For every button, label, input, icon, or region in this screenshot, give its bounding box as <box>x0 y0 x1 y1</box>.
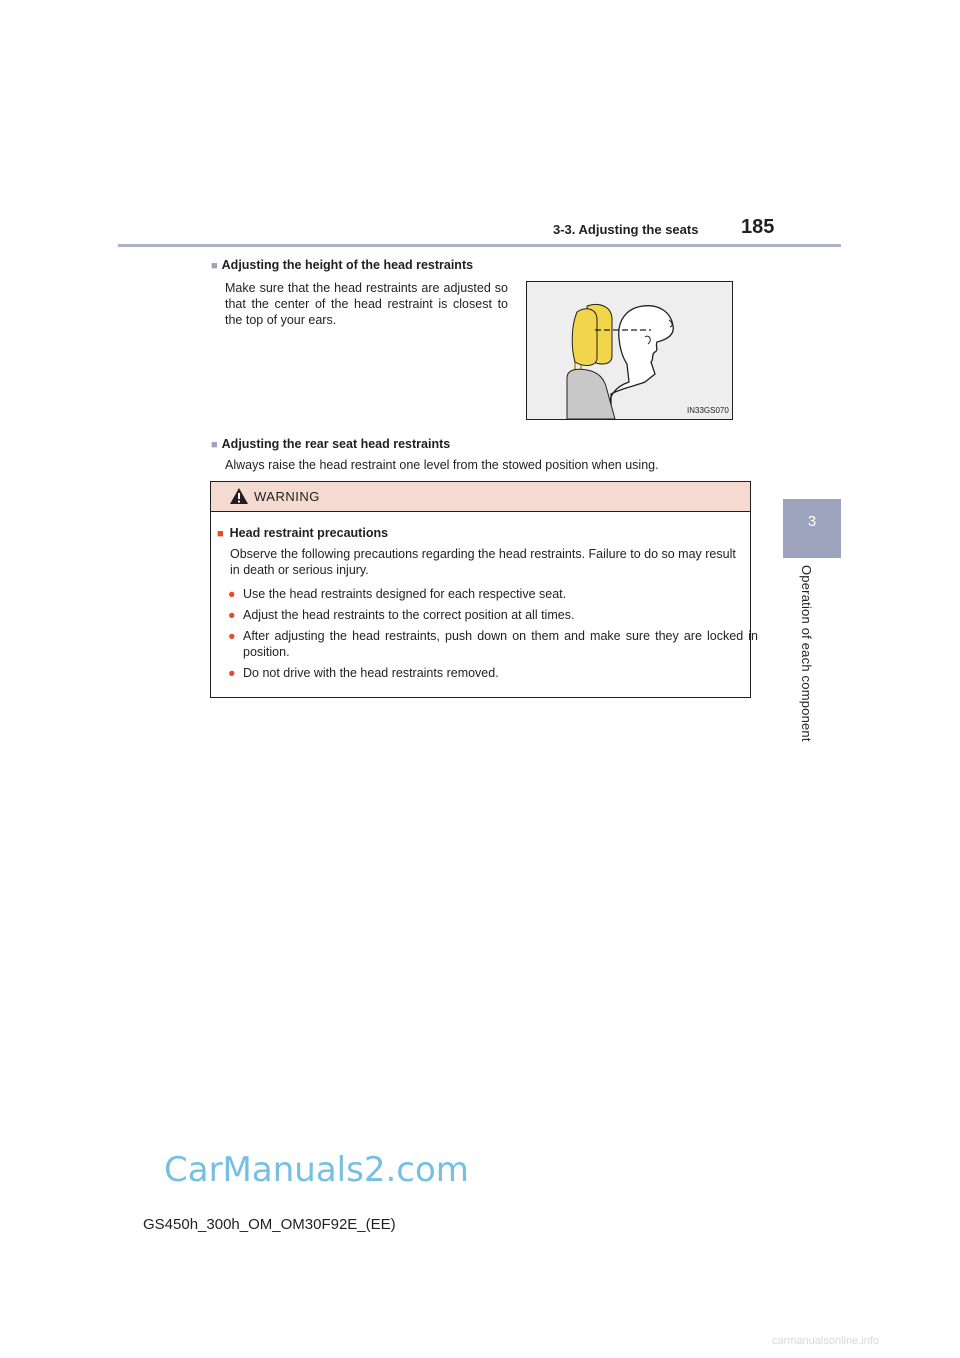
watermark-logo: CarManuals2.com <box>164 1150 469 1190</box>
section-heading-height <box>211 258 473 272</box>
warning-item <box>228 628 758 660</box>
warning-item <box>228 665 758 681</box>
section-text-height: Make sure that the head restraints are adjusted so that the center of the head restraint is closest to the top of your ears. <box>225 281 508 327</box>
head-restraint-illustration <box>526 281 733 420</box>
section-text-rear: Always raise the head restraint one level from the stowed position when using. <box>225 458 659 472</box>
warning-title: WARNING <box>254 489 320 504</box>
warning-item <box>228 607 758 623</box>
chapter-tab[interactable] <box>783 499 841 558</box>
header-section-title: 3-3. Adjusting the seats <box>553 222 699 237</box>
round-bullet-icon: ● <box>228 629 236 643</box>
warning-item-text: Use the head restraints designed for each respective seat. <box>243 587 567 601</box>
warning-item-text: After adjusting the head restraints, push down on them and make sure they are locked in position. <box>243 629 758 659</box>
illustration-code: IN33GS070 <box>687 406 729 415</box>
section-heading-text: Adjusting the rear seat head restraints <box>221 437 451 451</box>
warning-heading <box>217 526 388 540</box>
warning-heading-text: Head restraint precautions <box>229 526 389 540</box>
round-bullet-icon: ● <box>228 608 236 622</box>
warning-header <box>211 482 750 512</box>
square-bullet-icon: ■ <box>211 260 218 272</box>
round-bullet-icon: ● <box>228 587 236 601</box>
site-watermark: carmanualsonline.info <box>772 1335 880 1347</box>
warning-item <box>228 586 758 602</box>
warning-item-text: Do not drive with the head restraints removed. <box>243 666 499 680</box>
section-heading-text: Adjusting the height of the head restraints <box>221 258 474 272</box>
chapter-label: Operation of each component <box>799 565 814 742</box>
warning-item-text: Adjust the head restraints to the correct position at all times. <box>243 608 575 622</box>
section-heading-rear <box>211 437 450 451</box>
warning-intro: Observe the following precautions regarding the head restraints. Failure to do so may result in death or serious injury. <box>230 547 736 577</box>
round-bullet-icon: ● <box>228 666 236 680</box>
warning-triangle-icon <box>229 487 249 505</box>
header-rule <box>118 244 841 247</box>
chapter-label-wrap <box>800 565 814 765</box>
warning-box <box>210 481 758 698</box>
page-number: 185 <box>741 216 775 238</box>
footer-model-code: GS450h_300h_OM_OM30F92E_(EE) <box>143 1216 396 1233</box>
chapter-number: 3 <box>807 513 817 530</box>
square-bullet-icon: ■ <box>211 439 218 451</box>
square-bullet-icon: ■ <box>217 528 224 540</box>
